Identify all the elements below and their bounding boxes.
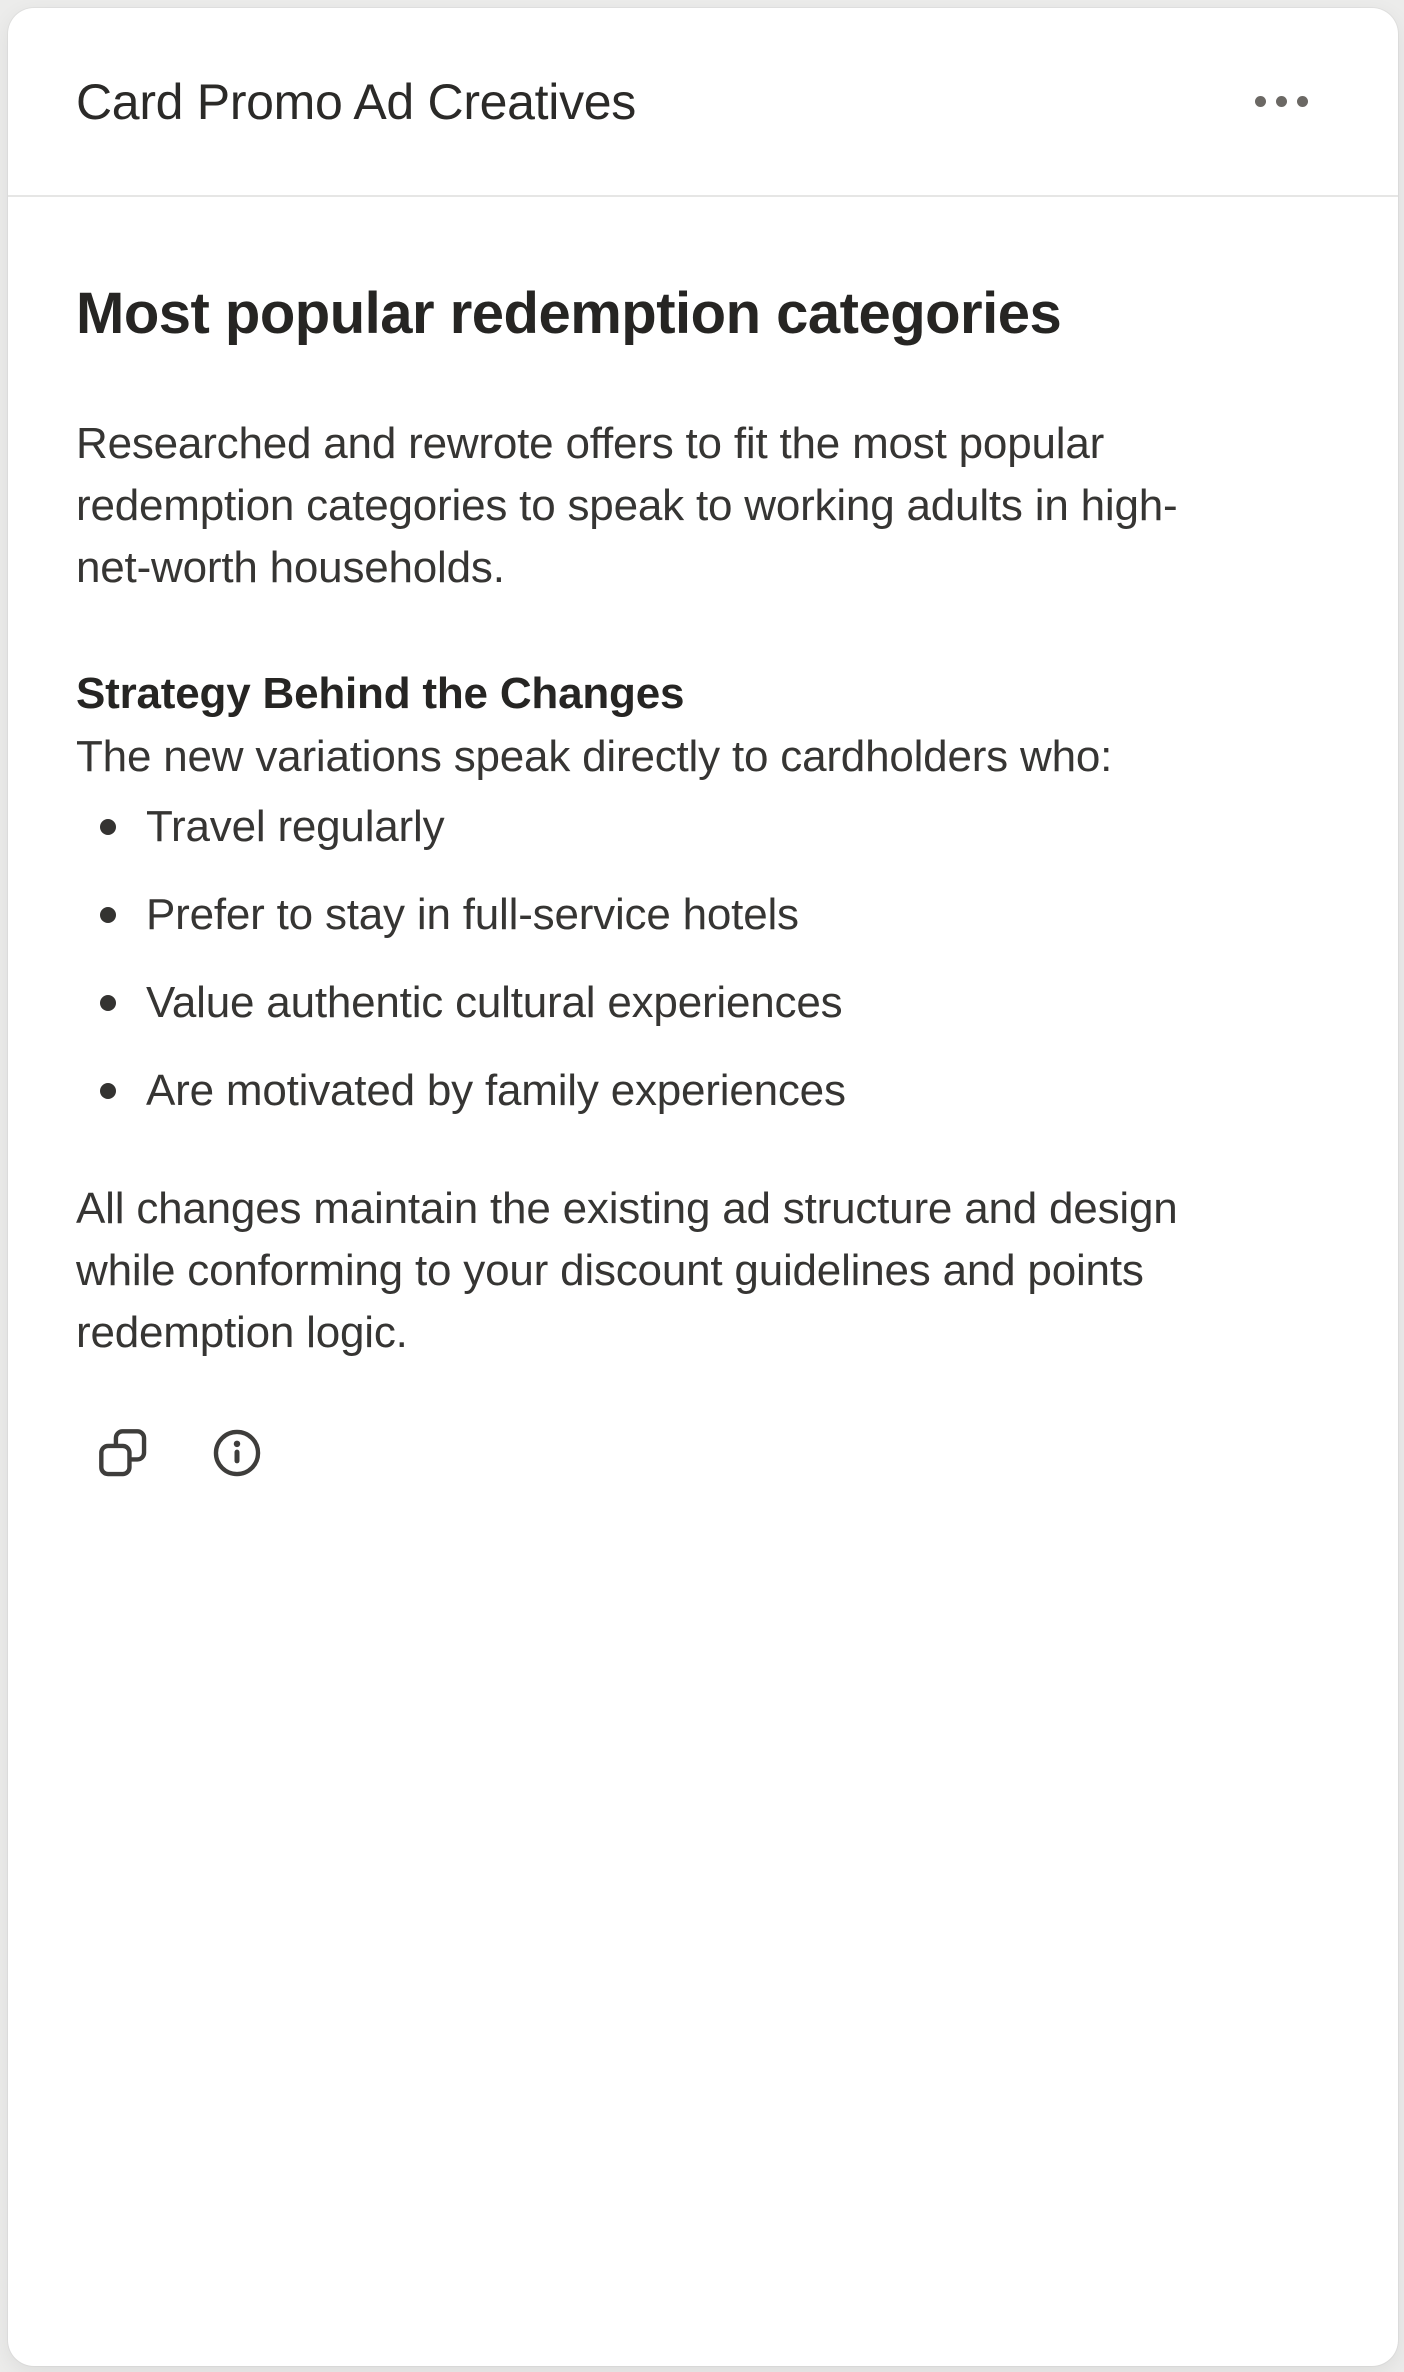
artifact-card [8, 8, 1398, 2366]
list-item: Prefer to stay in full-service hotels [76, 884, 1240, 946]
document-text-column [76, 279, 1240, 1478]
message-actions [98, 1428, 1240, 1478]
list-item: Are motivated by family experiences [76, 1060, 1240, 1122]
ellipsis-icon [1255, 96, 1266, 107]
ellipsis-icon [1276, 96, 1287, 107]
list-intro-paragraph: The new variations speak directly to cardholders who: [76, 732, 1113, 781]
document-body [8, 279, 1308, 1478]
copy-button[interactable] [98, 1428, 148, 1478]
intro-paragraph: Researched and rewrote offers to fit the most popular redemption categories to speak to working adults in high-net-worth households. [76, 419, 1178, 592]
list-item: Travel regularly [76, 796, 1240, 858]
section-heading: Strategy Behind the Changes [76, 669, 685, 718]
ellipsis-icon [1297, 96, 1308, 107]
info-button[interactable] [212, 1428, 262, 1478]
card-title: Card Promo Ad Creatives [76, 73, 636, 130]
list-item: Value authentic cultural experiences [76, 972, 1240, 1034]
copy-icon [98, 1428, 148, 1478]
closing-paragraph: All changes maintain the existing ad structure and design while conforming to your discount guidelines and points redemption logic. [76, 1184, 1178, 1357]
page-title: Most popular redemption categories [76, 281, 1062, 346]
card-header [8, 8, 1398, 197]
ellipsis-menu-button[interactable] [1251, 82, 1312, 121]
info-icon [212, 1428, 262, 1478]
bullet-list [76, 796, 1240, 1122]
